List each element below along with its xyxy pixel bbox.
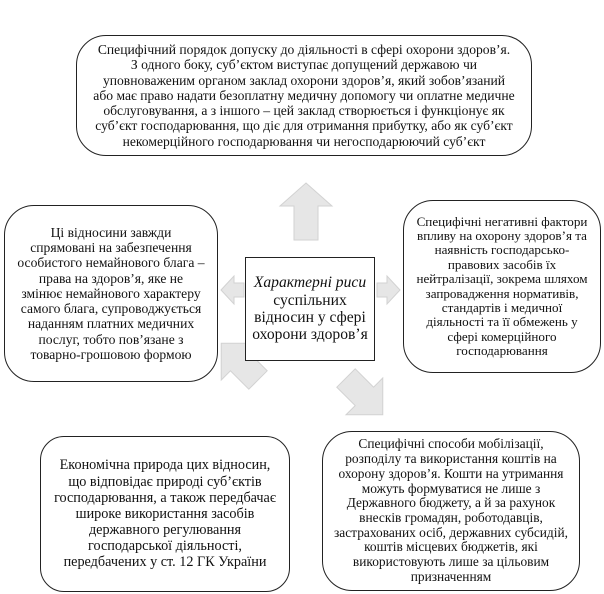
arrow-left-icon bbox=[221, 276, 244, 304]
central-concept-text bbox=[252, 274, 368, 344]
central-concept-box bbox=[245, 257, 375, 361]
feature-text-economic-nature: Економічна природа цих відносин, що відповідає природі суб’єктів господарювання, а також передбачає широке використання засобів державного регулювання господарської діяльності, передбачених у ст. 12 ГК України bbox=[54, 457, 276, 571]
arrow-down-right-icon bbox=[328, 360, 402, 434]
feature-text-nonproperty-good: Ці відносини завжди спрямовані на забезпечення особистого немайнового блага – права на здоров’я, яке не змінює немайнового характеру самого блага, супроводжується наданням платних медичних послуг, тобто пов’язане з товарно-грошовою формою bbox=[17, 225, 205, 362]
feature-box-negative-factors bbox=[403, 200, 601, 373]
arrow-right-icon bbox=[377, 276, 400, 304]
feature-text-negative-factors: Специфічні негативні фактори впливу на охорону здоров’я та наявність господарсько-правових засобів їх нейтралізації, зокрема шляхом запровадження нормативів, стандартів і медичної діяльності та її обмежень у сфері комерційного господарювання bbox=[416, 213, 588, 359]
feature-box-nonproperty-good bbox=[4, 205, 218, 382]
central-concept-subtitle: суспільних відносин у сфері охорони здоров’я bbox=[252, 291, 368, 344]
feature-box-economic-nature bbox=[40, 436, 290, 592]
arrow-up-icon bbox=[280, 183, 332, 240]
feature-text-admission-procedure: Специфічний порядок допуску до діяльності в сфері охорони здоров’я. З одного боку, суб’єктом виступає допущений державою чи уповноваженим органом заклад охорони здоров’я, який зобов’язаний або має право надати безоплатну медичну допомогу чи оплатне медичне обслуговування, а з іншого – цей заклад створюється і функціонує як суб’єкт господарювання, що діє для отримання прибутку, або як суб’єкт некомерційного господарювання чи негосподарюючий суб’єкт bbox=[93, 42, 515, 149]
feature-box-funding-methods bbox=[322, 431, 580, 591]
central-concept-title: Характерні риси bbox=[253, 274, 367, 292]
feature-text-funding-methods: Специфічні способи мобілізації, розподілу та використання коштів на охорону здоров’я. Кошти на утримання можуть формуватися не лише з Державного бюджету, а й за рахунок внесків громадян, роботодавців, застрахованих осіб, державних субсидій, коштів місцевих бюджетів, які використовують лише за цільовим призначенням bbox=[334, 436, 568, 584]
feature-box-admission-procedure bbox=[76, 35, 532, 156]
